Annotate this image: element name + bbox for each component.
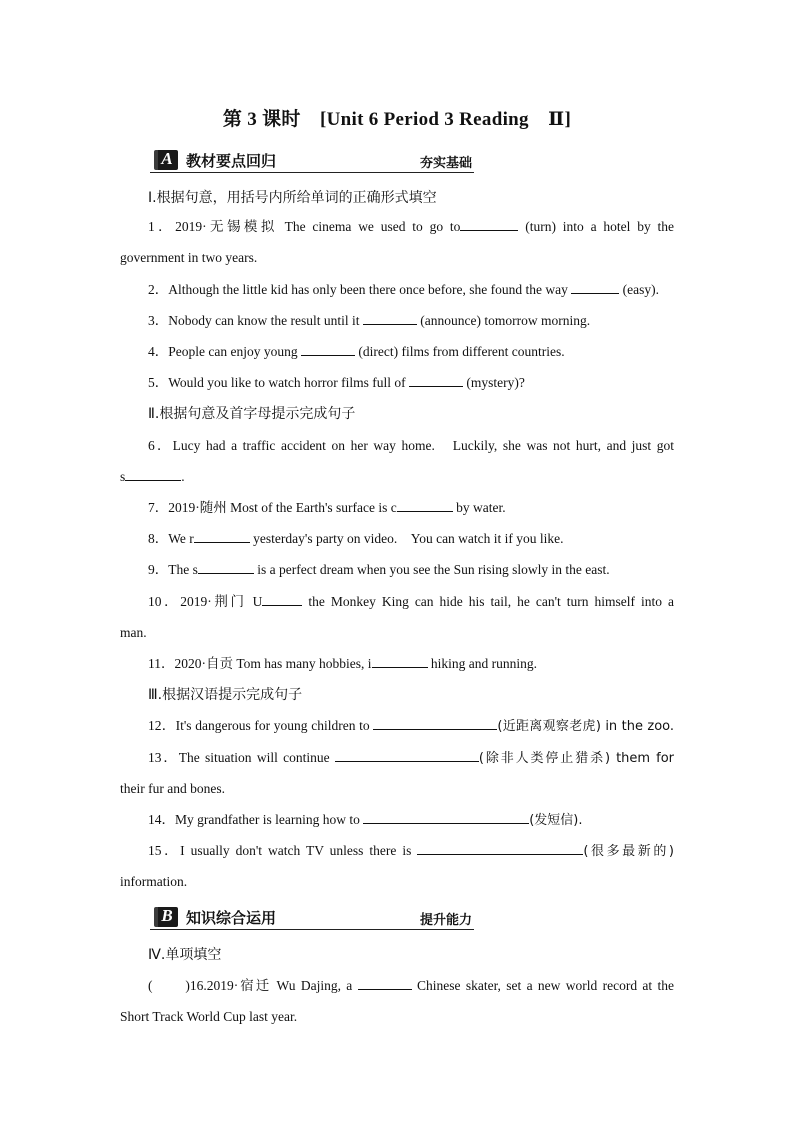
question-16-cont: Short Track World Cup last year. [120,1009,298,1024]
answer-blank[interactable] [372,655,428,668]
answer-blank[interactable] [125,468,181,481]
banner-a-subtitle: 夯实基础 [419,156,472,171]
answer-blank[interactable] [460,218,518,231]
question-1: 1．2019·无锡模拟 The cinema we used to go to (turn) into a hotel by the [148,219,675,234]
banner-a-title: 教材要点回归 [186,152,277,170]
question-1-cont: government in two years. [120,250,258,265]
question-16: ( )16.2019·宿迁 Wu Dajing, a Chinese skater, set a new world record at the [148,978,675,993]
question-13-cont: their fur and bones. [120,781,225,796]
question-15: 15．I usually don't watch TV unless there is (很多最新的) [148,843,674,859]
answer-blank[interactable] [409,374,463,387]
question-11: 11．2020·自贡 Tom has many hobbies, i hiking and running. [148,656,538,671]
section-heading-4: Ⅳ.单项填空 [148,947,222,963]
question-10-cont: man. [120,625,147,640]
answer-blank[interactable] [397,499,453,512]
badge-b-icon: B [154,907,178,927]
answer-blank[interactable] [373,717,497,730]
question-6: 6．Lucy had a traffic accident on her way home. Luckily, she was not hurt, and just got [148,438,674,453]
answer-blank[interactable] [198,561,254,574]
question-12: 12．It's dangerous for young children to (近距离观察老虎) in the zoo. [148,718,675,734]
answer-blank[interactable] [262,593,302,606]
section-banner-b [150,905,474,930]
answer-blank[interactable] [301,343,355,356]
question-2: 2．Although the little kid has only been there once before, she found the way (easy). [148,282,659,297]
answer-blank[interactable] [417,842,583,855]
answer-blank[interactable] [335,749,479,762]
section-heading-3: Ⅲ.根据汉语提示完成句子 [148,687,303,703]
question-14: 14．My grandfather is learning how to (发短信). [148,812,583,828]
question-5: 5．Would you like to watch horror films full of (mystery)? [148,375,525,390]
question-3: 3．Nobody can know the result until it (announce) tomorrow morning. [148,313,591,328]
answer-blank[interactable] [363,312,417,325]
answer-blank[interactable] [363,811,529,824]
page-title: 第 3 课时 [Unit 6 Period 3 Reading Ⅱ] [222,109,572,130]
answer-blank[interactable] [358,977,412,990]
question-4: 4．People can enjoy young (direct) films from different countries. [148,344,565,359]
banner-b-title: 知识综合运用 [186,909,277,927]
question-15-cont: information. [120,874,188,889]
banner-b-subtitle: 提升能力 [419,913,472,928]
answer-blank[interactable] [571,281,619,294]
question-10: 10．2019·荆门 U the Monkey King can hide his tail, he can't turn himself into a [148,594,675,609]
section-heading-2: Ⅱ.根据句意及首字母提示完成句子 [148,406,356,422]
question-6-cont: s . [120,469,185,484]
section-heading-1: Ⅰ.根据句意，用括号内所给单词的正确形式填空 [148,190,437,206]
question-9: 9．The s is a perfect dream when you see the Sun rising slowly in the east. [148,562,610,577]
question-8: 8．We r yesterday's party on video. You can watch it if you like. [148,531,564,546]
question-7: 7．2019·随州 Most of the Earth's surface is c by water. [148,500,506,515]
section-banner-a [150,148,474,173]
badge-a-icon: A [154,150,178,170]
answer-blank[interactable] [194,530,250,543]
question-13: 13．The situation will continue (除非人类停止猎杀) them for [148,750,674,766]
